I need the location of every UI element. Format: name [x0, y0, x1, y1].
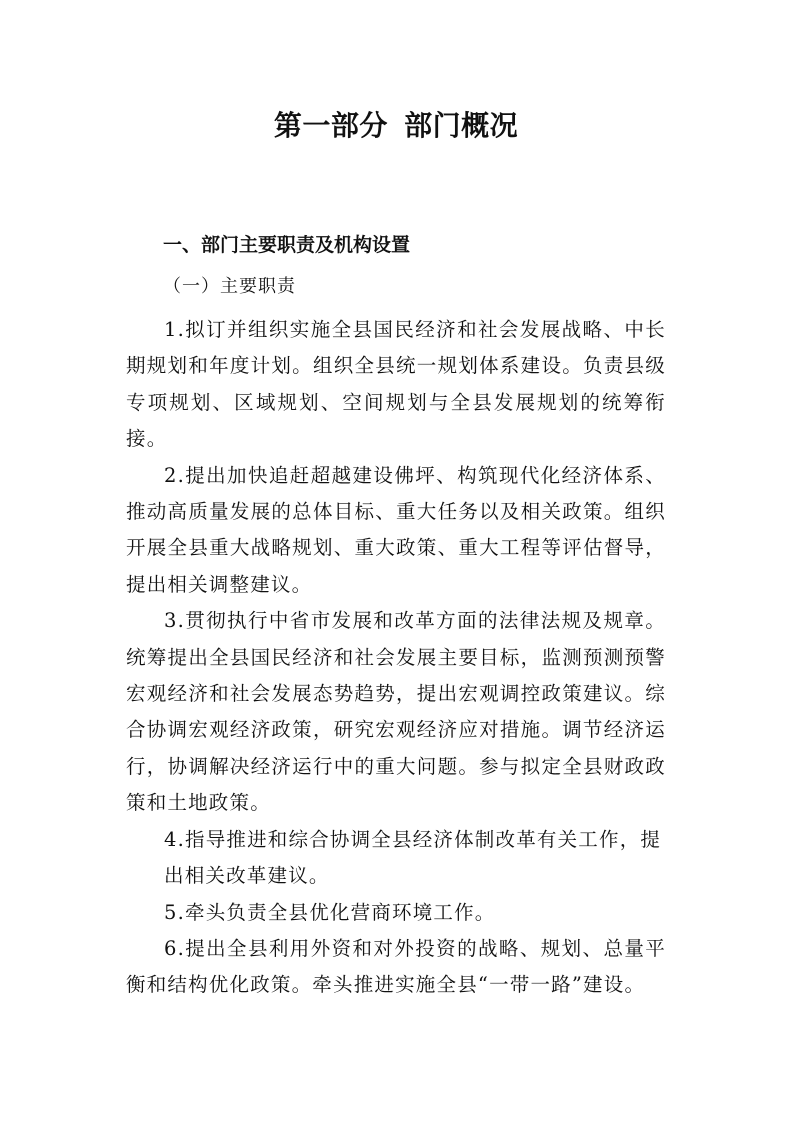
subsection-heading: （一）主要职责: [163, 276, 296, 297]
paragraph-item-4: [126, 822, 666, 895]
section-heading: 一、部门主要职责及机构设置: [163, 234, 411, 256]
paragraph-item-1: 1.拟订并组织实施全县国民经济和社会发展战略、中长期规划和年度计划。组织全县统一规划体系建设。负责县级专项规划、区域规划、空间规划与全县发展规划的统筹衔接。: [126, 318, 666, 451]
paragraph-item-5: 5.牵头负责全县优化营商环境工作。: [164, 900, 496, 924]
paragraph-item-2: 2.提出加快追赶超越建设佛坪、构筑现代化经济体系、推动高质量发展的总体目标、重大任务以及相关政策。组织开展全县重大战略规划、重大政策、重大工程等评估督导，提出相关调整建议。: [126, 463, 666, 596]
paragraph-item-4-line-1: 4.指导推进和综合协调全县经济体制改革有关工作，提: [164, 827, 662, 851]
page-title: 第一部分 部门概况: [273, 109, 519, 142]
body-text: [126, 312, 666, 1004]
paragraph-item-3: 3.贯彻执行中省市发展和改革方面的法律法规及规章。统筹提出全县国民经济和社会发展主要目标，监测预测预警宏观经济和社会发展态势趋势，提出宏观调控政策建议。综合协调宏观经济政策，研究宏观经济应对措施。调节经济运行，协调解决经济运行中的重大问题。参与拟定全县财政政策和土地政策。: [126, 609, 666, 815]
paragraph-item-6: 6.提出全县利用外资和对外投资的战略、规划、总量平衡和结构优化政策。牵头推进实施全县“一带一路”建设。: [126, 936, 666, 997]
paragraph-item-4-line-2: 出相关改革建议。: [164, 864, 330, 888]
